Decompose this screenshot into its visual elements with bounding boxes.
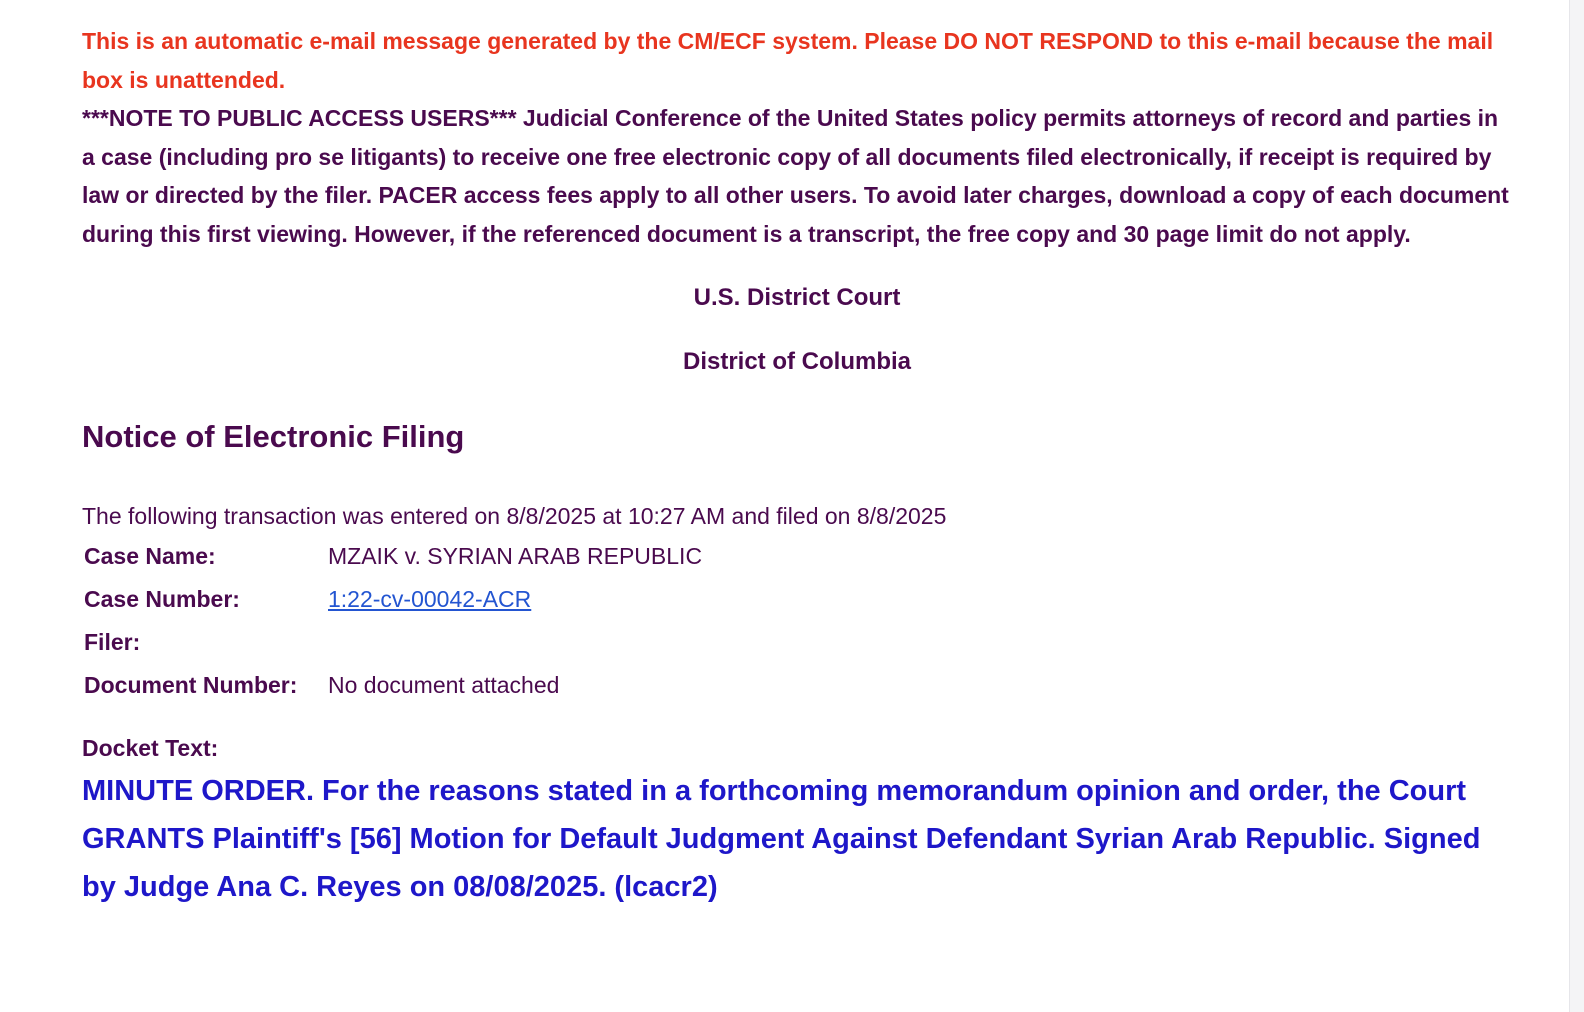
docket-text: MINUTE ORDER. For the reasons stated in a forthcoming memorandum opinion and order, the Court GRANTS Plaintiff's [56] Motion for Default Judgment Against Defendant Syrian Arab Republic. Signed by Judge Ana C. Reyes on 08/08/2025. (lcacr2) bbox=[82, 775, 1481, 903]
document-number-row bbox=[82, 664, 702, 707]
case-number-row bbox=[82, 578, 702, 621]
case-name-row bbox=[82, 535, 702, 578]
page-title: Notice of Electronic Filing bbox=[82, 419, 465, 454]
filer-value bbox=[328, 621, 702, 664]
docket-text-label: Docket Text: bbox=[82, 735, 219, 761]
filer-row bbox=[82, 621, 702, 664]
case-number-link[interactable]: 1:22-cv-00042-ACR bbox=[328, 586, 532, 612]
public-access-note: ***NOTE TO PUBLIC ACCESS USERS*** Judicial Conference of the United States policy permits attorneys of record and parties in a case (including pro se litigants) to receive one free electronic copy of all documents filed electronically, if receipt is required by law or directed by the filer. PACER access fees apply to all other users. To avoid later charges, download a copy of each document during this first viewing. However, if the referenced document is a transcript, the free copy and 30 page limit do not apply. bbox=[82, 105, 1509, 247]
case-name-value: MZAIK v. SYRIAN ARAB REPUBLIC bbox=[328, 543, 703, 569]
transaction-summary: The following transaction was entered on 8/8/2025 at 10:27 AM and filed on 8/8/2025 bbox=[82, 503, 947, 529]
case-details-table bbox=[82, 535, 702, 707]
case-number-label: Case Number: bbox=[84, 586, 240, 612]
email-body bbox=[82, 22, 1512, 911]
document-number-value: No document attached bbox=[328, 672, 560, 698]
court-district: District of Columbia bbox=[682, 348, 911, 375]
document-number-label: Document Number: bbox=[84, 672, 298, 698]
auto-email-warning: This is an automatic e-mail message generated by the CM/ECF system. Please DO NOT RESPOND to this e-mail because the mail box is unattended. bbox=[82, 28, 1494, 93]
window-scroll-rail[interactable] bbox=[1569, 0, 1584, 1012]
filer-label: Filer: bbox=[84, 629, 141, 655]
case-number-cell bbox=[328, 578, 702, 621]
court-name: U.S. District Court bbox=[693, 284, 901, 311]
case-name-label: Case Name: bbox=[84, 543, 216, 569]
